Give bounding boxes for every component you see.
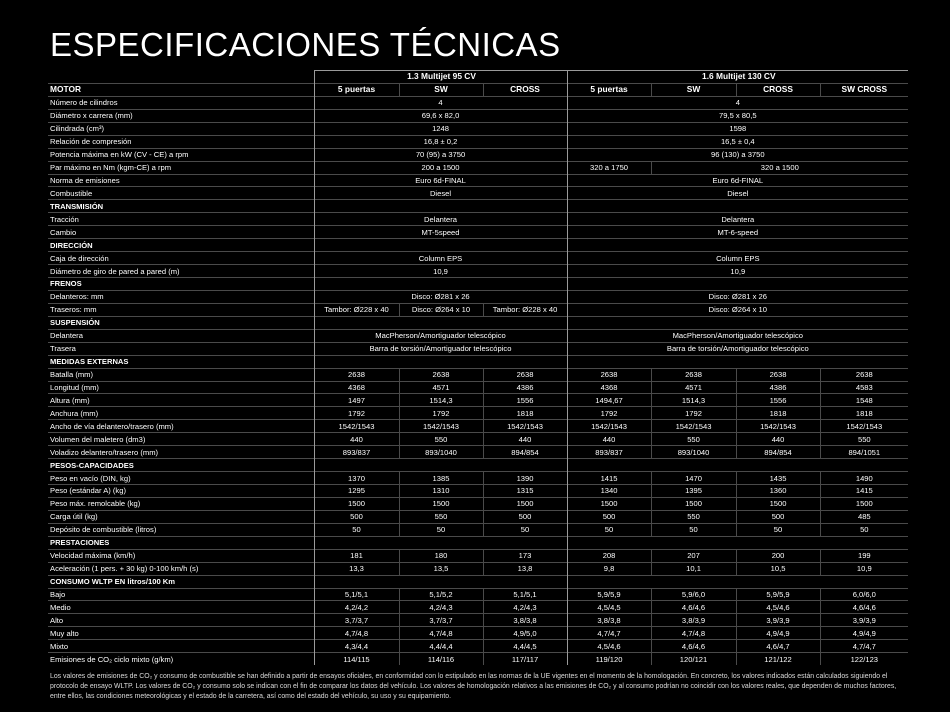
section-blank (314, 316, 567, 329)
spec-value: 1470 (651, 472, 736, 485)
spec-value: 2638 (736, 368, 820, 381)
spec-value: 440 (314, 433, 399, 446)
spec-label: Emisiones de CO₂ ciclo mixto (g/km) (48, 653, 314, 665)
spec-value: 550 (651, 433, 736, 446)
spec-value: 440 (567, 433, 651, 446)
spec-value: Barra de torsión/Amortiguador telescópico (314, 342, 567, 355)
spec-row (48, 562, 908, 575)
spec-row (48, 381, 908, 394)
section-blank (314, 536, 567, 549)
spec-value: 3,8/3,9 (651, 614, 736, 627)
spec-value: 1497 (314, 394, 399, 407)
spec-row (48, 407, 908, 420)
spec-value: 119/120 (567, 653, 651, 665)
spec-value: 3,7/3,7 (399, 614, 483, 627)
spec-row (48, 265, 908, 278)
spec-value: 1494,67 (567, 394, 651, 407)
section-blank (314, 355, 567, 368)
spec-value: 16,5 ± 0,4 (567, 135, 908, 148)
column-header: CROSS (736, 83, 820, 96)
spec-row (48, 433, 908, 446)
spec-value: 1556 (483, 394, 567, 407)
spec-value: Euro 6d-FINAL (314, 174, 567, 187)
section-blank (314, 459, 567, 472)
spec-value: 10,1 (651, 562, 736, 575)
spec-row (48, 122, 908, 135)
spec-row (48, 472, 908, 485)
spec-value: 4,6/4,7 (736, 640, 820, 653)
spec-value: 50 (314, 523, 399, 536)
spec-value: 207 (651, 549, 736, 562)
spec-value: MacPherson/Amortiguador telescópico (314, 329, 567, 342)
spec-value: 1500 (820, 497, 908, 510)
spec-value: 114/115 (314, 653, 399, 665)
spec-row (48, 614, 908, 627)
spec-label: Depósito de combustible (litros) (48, 523, 314, 536)
spec-value: 96 (130) a 3750 (567, 148, 908, 161)
spec-row (48, 523, 908, 536)
section-header-row (48, 200, 908, 213)
spec-value: 50 (820, 523, 908, 536)
spec-value: Diesel (567, 187, 908, 200)
spec-row (48, 549, 908, 562)
spec-label: Bajo (48, 588, 314, 601)
spec-value: 3,7/3,7 (314, 614, 399, 627)
spec-value: 894/1051 (820, 446, 908, 459)
spec-value: 1415 (820, 485, 908, 498)
spec-value: 893/837 (567, 446, 651, 459)
spec-value: 2638 (399, 368, 483, 381)
spec-table (48, 70, 908, 665)
section-blank (567, 278, 908, 291)
spec-label: Altura (mm) (48, 394, 314, 407)
spec-value: 1340 (567, 485, 651, 498)
column-header: SW (651, 83, 736, 96)
spec-value: 440 (483, 433, 567, 446)
section-label: SUSPENSIÓN (48, 316, 314, 329)
spec-value: 50 (483, 523, 567, 536)
spec-value: 4,3/4,4 (314, 640, 399, 653)
section-blank (567, 575, 908, 588)
spec-value: 3,9/3,9 (820, 614, 908, 627)
spec-value: 120/121 (651, 653, 736, 665)
spec-value: 500 (736, 510, 820, 523)
spec-row (48, 252, 908, 265)
spec-value: 6,0/6,0 (820, 588, 908, 601)
spec-row (48, 640, 908, 653)
section-header-row (48, 316, 908, 329)
spec-value: 9,8 (567, 562, 651, 575)
spec-label: Ancho de vía delantero/trasero (mm) (48, 420, 314, 433)
spec-value: 4,5/4,6 (567, 640, 651, 653)
spec-value: 1792 (567, 407, 651, 420)
spec-row (48, 601, 908, 614)
spec-row (48, 109, 908, 122)
spec-value: 4,7/4,8 (314, 627, 399, 640)
spec-value: 10,9 (314, 265, 567, 278)
spec-row (48, 174, 908, 187)
section-header-row (48, 575, 908, 588)
spec-label: Norma de emisiones (48, 174, 314, 187)
spec-label: Relación de compresión (48, 135, 314, 148)
spec-row (48, 485, 908, 498)
section-header-row (48, 459, 908, 472)
spec-value: 1542/1543 (567, 420, 651, 433)
section-blank (567, 459, 908, 472)
section-label: MEDIDAS EXTERNAS (48, 355, 314, 368)
spec-row (48, 446, 908, 459)
spec-value: 10,9 (567, 265, 908, 278)
spec-label: Potencia máxima en kW (CV - CE) a rpm (48, 148, 314, 161)
spec-value: 4,9/4,9 (820, 627, 908, 640)
spec-row (48, 290, 908, 303)
spec-value: 4,7/4,8 (399, 627, 483, 640)
spec-value: MT-5speed (314, 226, 567, 239)
column-header: 5 puertas (567, 83, 651, 96)
column-header-row (48, 83, 908, 96)
spec-row (48, 329, 908, 342)
spec-value: 3,8/3,8 (567, 614, 651, 627)
spec-value: 5,1/5,2 (399, 588, 483, 601)
spec-value: 5,9/6,0 (651, 588, 736, 601)
spec-label: Diámetro x carrera (mm) (48, 109, 314, 122)
column-header: CROSS (483, 83, 567, 96)
spec-value: 1315 (483, 485, 567, 498)
spec-value: 4,9/4,9 (736, 627, 820, 640)
spec-label: Alto (48, 614, 314, 627)
spec-value: 1310 (399, 485, 483, 498)
spec-value: 4368 (314, 381, 399, 394)
spec-value: 1542/1543 (736, 420, 820, 433)
spec-value: 4368 (567, 381, 651, 394)
spec-value: 500 (567, 510, 651, 523)
spec-value: 50 (399, 523, 483, 536)
spec-value: 894/854 (483, 446, 567, 459)
spec-value: 2638 (820, 368, 908, 381)
spec-value: 1792 (314, 407, 399, 420)
spec-value: 5,9/5,9 (567, 588, 651, 601)
spec-value: 1818 (483, 407, 567, 420)
spec-row (48, 213, 908, 226)
column-header: SW CROSS (820, 83, 908, 96)
spec-value: 1548 (820, 394, 908, 407)
spec-value: 550 (651, 510, 736, 523)
spec-value: 121/122 (736, 653, 820, 665)
spec-value: 1542/1543 (820, 420, 908, 433)
spec-label: Peso máx. remolcable (kg) (48, 497, 314, 510)
spec-row (48, 342, 908, 355)
spec-value: 79,5 x 80,5 (567, 109, 908, 122)
spec-value: 114/116 (399, 653, 483, 665)
spec-value: 13,3 (314, 562, 399, 575)
spec-label: Voladizo delantero/trasero (mm) (48, 446, 314, 459)
section-header-row (48, 278, 908, 291)
section-blank (567, 355, 908, 368)
spec-value: 208 (567, 549, 651, 562)
section-label-motor: MOTOR (48, 83, 314, 96)
spec-value: 4571 (651, 381, 736, 394)
spec-value: 122/123 (820, 653, 908, 665)
spec-label: Tracción (48, 213, 314, 226)
spec-value: 1514,3 (651, 394, 736, 407)
spec-value: 2638 (651, 368, 736, 381)
spec-value: 440 (736, 433, 820, 446)
group-spacer (48, 71, 314, 84)
spec-value: Diesel (314, 187, 567, 200)
spec-value: 893/837 (314, 446, 399, 459)
spec-row (48, 161, 908, 174)
spec-label: Caja de dirección (48, 252, 314, 265)
spec-value: 1500 (736, 497, 820, 510)
spec-value: Tambor: Ø228 x 40 (483, 303, 567, 316)
page-title: ESPECIFICACIONES TÉCNICAS (50, 26, 561, 63)
spec-value: 1792 (651, 407, 736, 420)
spec-value: 69,6 x 82,0 (314, 109, 567, 122)
spec-value: 2638 (314, 368, 399, 381)
column-header: 5 puertas (314, 83, 399, 96)
column-header: SW (399, 83, 483, 96)
spec-value: 4,7/4,7 (567, 627, 651, 640)
spec-value: 1598 (567, 122, 908, 135)
spec-row (48, 368, 908, 381)
spec-row (48, 148, 908, 161)
spec-value: 4,5/4,6 (736, 601, 820, 614)
spec-value: Delantera (314, 213, 567, 226)
spec-value: 4571 (399, 381, 483, 394)
spec-value: 1542/1543 (399, 420, 483, 433)
spec-value: Column EPS (314, 252, 567, 265)
spec-label: Medio (48, 601, 314, 614)
spec-value: 181 (314, 549, 399, 562)
spec-value: 5,1/5,1 (483, 588, 567, 601)
spec-value: 200 (736, 549, 820, 562)
spec-value: 4,2/4,3 (399, 601, 483, 614)
spec-value: Column EPS (567, 252, 908, 265)
spec-value: 50 (651, 523, 736, 536)
spec-value: Disco: Ø264 x 10 (567, 303, 908, 316)
spec-value: 1792 (399, 407, 483, 420)
spec-value: 1360 (736, 485, 820, 498)
spec-value: 4,7/4,7 (820, 640, 908, 653)
spec-value: 1818 (820, 407, 908, 420)
spec-label: Aceleración (1 pers. + 30 kg) 0-100 km/h (s) (48, 562, 314, 575)
spec-value: 485 (820, 510, 908, 523)
spec-value: 4,6/4,6 (820, 601, 908, 614)
spec-value: 4,6/4,6 (651, 640, 736, 653)
spec-value: 70 (95) a 3750 (314, 148, 567, 161)
spec-row (48, 497, 908, 510)
spec-value: 1514,3 (399, 394, 483, 407)
section-label: DIRECCIÓN (48, 239, 314, 252)
spec-value: 4,5/4,5 (567, 601, 651, 614)
spec-value: 5,1/5,1 (314, 588, 399, 601)
section-header-row (48, 355, 908, 368)
spec-label: Anchura (mm) (48, 407, 314, 420)
spec-value: 1248 (314, 122, 567, 135)
section-header-row (48, 239, 908, 252)
spec-value: Disco: Ø281 x 26 (314, 290, 567, 303)
section-blank (314, 200, 567, 213)
section-label: CONSUMO WLTP EN litros/100 Km (48, 575, 314, 588)
spec-value: 1542/1543 (483, 420, 567, 433)
spec-label: Peso en vacío (DIN, kg) (48, 472, 314, 485)
spec-value: 1500 (399, 497, 483, 510)
spec-value: 4,4/4,4 (399, 640, 483, 653)
spec-value: 13,5 (399, 562, 483, 575)
spec-label: Par máximo en Nm (kgm-CE) a rpm (48, 161, 314, 174)
spec-value: 1435 (736, 472, 820, 485)
spec-label: Diámetro de giro de pared a pared (m) (48, 265, 314, 278)
spec-row (48, 96, 908, 109)
spec-label: Cilindrada (cm³) (48, 122, 314, 135)
spec-row (48, 420, 908, 433)
spec-row (48, 510, 908, 523)
spec-value: 4,2/4,3 (483, 601, 567, 614)
spec-value: 1818 (736, 407, 820, 420)
spec-label: Delanteros: mm (48, 290, 314, 303)
spec-value: 1542/1543 (314, 420, 399, 433)
spec-value: 50 (567, 523, 651, 536)
spec-row (48, 627, 908, 640)
spec-value: 50 (736, 523, 820, 536)
spec-value: 2638 (483, 368, 567, 381)
spec-value: MT-6-speed (567, 226, 908, 239)
spec-value: 1295 (314, 485, 399, 498)
spec-label: Delantera (48, 329, 314, 342)
spec-row (48, 226, 908, 239)
spec-value: 199 (820, 549, 908, 562)
spec-value: Delantera (567, 213, 908, 226)
spec-value: 1556 (736, 394, 820, 407)
spec-label: Número de cilindros (48, 96, 314, 109)
engine-group-16: 1.6 Multijet 130 CV (567, 71, 908, 84)
section-blank (314, 239, 567, 252)
section-label: FRENOS (48, 278, 314, 291)
section-header-row (48, 536, 908, 549)
section-label: PRESTACIONES (48, 536, 314, 549)
spec-value: Tambor: Ø228 x 40 (314, 303, 399, 316)
spec-value: 180 (399, 549, 483, 562)
spec-label: Peso (estándar A) (kg) (48, 485, 314, 498)
spec-value: 550 (399, 510, 483, 523)
spec-value: Disco: Ø281 x 26 (567, 290, 908, 303)
spec-value: 1370 (314, 472, 399, 485)
spec-value: Disco: Ø264 x 10 (399, 303, 483, 316)
spec-row (48, 653, 908, 665)
spec-label: Mixto (48, 640, 314, 653)
spec-value: 3,9/3,9 (736, 614, 820, 627)
spec-value: 4,7/4,8 (651, 627, 736, 640)
spec-value: 13,8 (483, 562, 567, 575)
spec-value: 1415 (567, 472, 651, 485)
spec-value: 3,8/3,8 (483, 614, 567, 627)
spec-label: Traseros: mm (48, 303, 314, 316)
spec-value: 10,9 (820, 562, 908, 575)
section-label: TRANSMISIÓN (48, 200, 314, 213)
spec-row (48, 394, 908, 407)
spec-label: Carga útil (kg) (48, 510, 314, 523)
spec-value: 4,4/4,5 (483, 640, 567, 653)
spec-value: 1395 (651, 485, 736, 498)
spec-value: 1490 (820, 472, 908, 485)
spec-value: Euro 6d-FINAL (567, 174, 908, 187)
spec-value: 894/854 (736, 446, 820, 459)
spec-value: Barra de torsión/Amortiguador telescópico (567, 342, 908, 355)
section-blank (567, 316, 908, 329)
spec-label: Batalla (mm) (48, 368, 314, 381)
spec-value: 5,9/5,9 (736, 588, 820, 601)
footnote: Los valores de emisiones de CO₂ y consumo de combustible se han definido a partir de ensayos oficiales, en conformidad con lo estipulado en las normas de la UE vigentes en el momento de la homologación. En concreto, los valores indicados están calculados siguiendo el protocolo de ensayo WLTP. Los valores de CO₂ y consumo solo se indican con el fin de comparar los datos del vehículo. Los valores de homologación relativos a las emisiones de CO₂ y al consumo podrían no coincidir con los valores reales, que dependen de muchos factores, entre ellos, las condiciones meteorológicas y el estado de la carretera, así como del estado del vehículo, su uso y su equipamiento. (50, 673, 897, 701)
spec-value: 1500 (651, 497, 736, 510)
spec-value: 320 a 1750 (567, 161, 651, 174)
spec-row (48, 135, 908, 148)
spec-value: 1500 (483, 497, 567, 510)
spec-value: 4,6/4,6 (651, 601, 736, 614)
engine-group-row (48, 71, 908, 84)
section-blank (314, 575, 567, 588)
spec-value: 500 (314, 510, 399, 523)
spec-value: 16,8 ± 0,2 (314, 135, 567, 148)
spec-label: Velocidad máxima (km/h) (48, 549, 314, 562)
spec-label: Cambio (48, 226, 314, 239)
engine-group-13: 1.3 Multijet 95 CV (314, 71, 567, 84)
spec-value: 550 (820, 433, 908, 446)
section-blank (314, 278, 567, 291)
spec-value: 1542/1543 (651, 420, 736, 433)
spec-value: 550 (399, 433, 483, 446)
spec-row (48, 303, 908, 316)
spec-value: 320 a 1500 (651, 161, 908, 174)
spec-value: 1385 (399, 472, 483, 485)
spec-value: 893/1040 (399, 446, 483, 459)
spec-value: 500 (483, 510, 567, 523)
spec-value: 4386 (736, 381, 820, 394)
spec-label: Trasera (48, 342, 314, 355)
section-blank (567, 536, 908, 549)
spec-value: 893/1040 (651, 446, 736, 459)
section-label: PESOS-CAPACIDADES (48, 459, 314, 472)
spec-value: 4386 (483, 381, 567, 394)
spec-value: 4,9/5,0 (483, 627, 567, 640)
spec-value: 4,2/4,2 (314, 601, 399, 614)
spec-value: 2638 (567, 368, 651, 381)
spec-value: 200 a 1500 (314, 161, 567, 174)
spec-value: 1390 (483, 472, 567, 485)
spec-value: 4 (314, 96, 567, 109)
spec-value: 117/117 (483, 653, 567, 665)
spec-row (48, 187, 908, 200)
section-blank (567, 239, 908, 252)
spec-value: 4 (567, 96, 908, 109)
spec-label: Volumen del maletero (dm3) (48, 433, 314, 446)
spec-value: 10,5 (736, 562, 820, 575)
spec-row (48, 588, 908, 601)
spec-value: 4583 (820, 381, 908, 394)
spec-value: 173 (483, 549, 567, 562)
spec-label: Longitud (mm) (48, 381, 314, 394)
spec-value: 1500 (314, 497, 399, 510)
section-blank (567, 200, 908, 213)
spec-label: Muy alto (48, 627, 314, 640)
spec-value: MacPherson/Amortiguador telescópico (567, 329, 908, 342)
spec-value: 1500 (567, 497, 651, 510)
spec-label: Combustible (48, 187, 314, 200)
